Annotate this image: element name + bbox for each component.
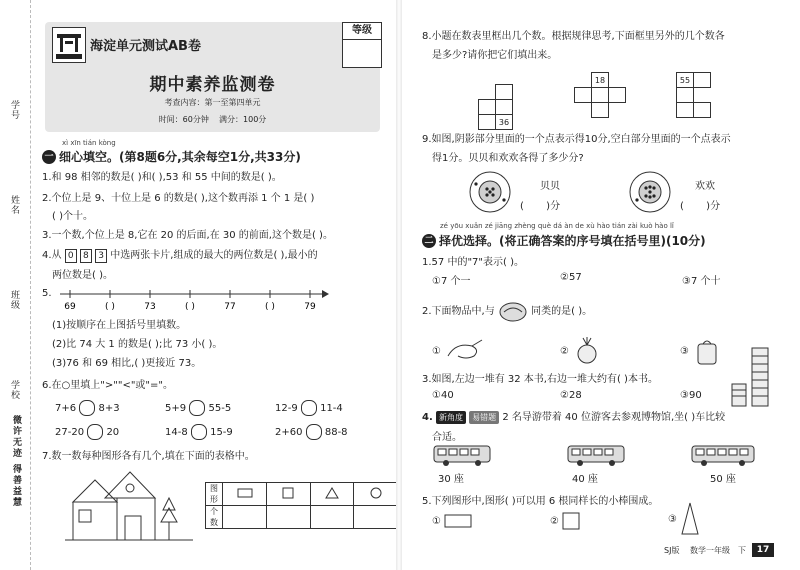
choice-1: 1.57 中的"7"表示( )。 [422,257,524,268]
school-label: 学校 [9,380,19,400]
number-grid-3 [676,72,711,118]
circle-icon [370,487,382,499]
grid1-blank [479,85,496,100]
grid3-cell[interactable] [677,103,694,118]
choice-5-opt-c[interactable] [668,502,700,536]
grid1-cell[interactable] [479,115,496,130]
choice-2-text: 2.下面物品中,与 [422,306,495,317]
section2-number: 二 [422,234,436,248]
rectangle-icon [444,514,472,528]
grid3-cell[interactable] [694,73,711,88]
book-stacks [728,346,774,408]
bus-icon [690,444,756,468]
section2-title: 择优选择。(将正确答案的序号填在括号里)(10分) [439,234,706,248]
exam-scope: 考查内容：第一至第四单元 [164,98,261,107]
question-5-sub1: (1)按顺序在上图括号里填数。 [52,320,187,331]
grid2-cell[interactable] [592,103,609,118]
time-score [45,114,380,125]
count-rect[interactable] [223,506,267,529]
target-dots-beibei [468,170,512,214]
error-prone-badge: 易错题 [469,411,499,424]
cabbage-icon [498,300,528,322]
square-icon [282,487,294,499]
number-line [60,286,330,312]
choice-4-cont: 合适。 [432,432,462,443]
grid1-cell[interactable] [496,100,513,115]
triangle-icon [325,487,339,499]
compare-3-circle[interactable] [301,400,317,416]
count-square[interactable] [267,506,311,529]
choice-1-opt-c[interactable]: ③7 个十 [682,276,721,287]
exam-title: 期中素养监测卷 [149,75,276,95]
choice-3-opt-c[interactable]: ③90 [680,390,702,401]
new-angle-badge: 新角度 [436,411,466,424]
number-line-label[interactable]: ( ) [105,302,115,312]
target-dots-huanhuan [628,170,672,214]
square-icon [562,512,582,530]
grid1-given: 36 [496,115,513,130]
brand-name: 海淀单元测试AB卷 [90,39,201,54]
compare-5 [165,424,233,440]
footer-term: 下 [738,546,746,555]
question-4-cont: 两位数是( )。 [52,270,113,281]
bus-40-label[interactable]: 40 座 [572,474,598,485]
grid2-cell[interactable] [609,88,626,103]
grid2-blank [575,73,592,88]
bus-icon [432,444,492,468]
choice-4-text: 2 名导游带着 40 位游客去参观博物馆,坐( )车比较 [502,412,726,423]
question-6: 6.在○里填上">""<"或"="。 [42,380,174,391]
question-5-label: 5. [42,288,52,299]
bus-icon [566,444,626,468]
number-line-label: 69 [64,302,76,312]
number-grid-2 [574,72,626,118]
exam-time: 时间：60分钟 [158,115,209,124]
side-slogan: 微许无迹 得善益慧 [11,415,21,509]
number-line-label: 77 [224,302,236,312]
grade-box [342,22,382,68]
grid2-blank [575,103,592,118]
shape-rect [223,483,267,506]
beibei-unit: 分 [550,201,561,212]
grid3-cell[interactable] [694,103,711,118]
question-5-sub2: (2)比 74 大 1 的数是( );比 73 小( )。 [52,339,223,350]
footer-edition: SJ版 [664,546,680,555]
choice-1-opt-b[interactable]: ②57 [560,272,582,283]
choice-5-opt-a[interactable] [432,514,472,528]
number-line-label[interactable]: ( ) [185,302,195,312]
choice-2-text-post: 同类的是( )。 [531,306,593,317]
compare-5-circle[interactable] [191,424,207,440]
logo [52,27,86,63]
compare-2-right: 55-5 [208,403,232,414]
choice-3-opt-a[interactable]: ①40 [432,390,454,401]
question-5-sub3: (3)76 和 69 相比,( )更接近 73。 [52,358,202,369]
question-1: 1.和 98 相邻的数是( )和( ),53 和 55 中间的数是( )。 [42,172,282,183]
question-9: 9.如图,阴影部分里面的一个点表示得10分,空白部分里面的一个点表示 [422,134,731,145]
compare-2 [165,400,231,416]
compare-6-right: 88-8 [324,427,348,438]
question-2-cont: ( )个十。 [52,211,93,222]
name-label: 姓名 [9,195,19,215]
exam-score: 满分：100分 [219,115,267,124]
beibei-label: 贝贝 [540,181,560,192]
section2-pinyin: zé yōu xuǎn zé jiāng zhèng què dá àn de xù hào tián zài kuò hào lǐ [440,222,674,230]
choice-5-opt-c-label: ③ [668,514,677,525]
compare-1-circle[interactable] [79,400,95,416]
digit-card-0: 0 [65,249,77,263]
grid2-cell[interactable] [592,88,609,103]
digit-card-8: 8 [80,249,92,263]
question-9-cont: 得1分。贝贝和欢欢各得了多少分? [432,153,584,164]
number-line-label: 79 [304,302,316,312]
compare-5-left: 14-8 [165,427,188,438]
grid3-blank [694,88,711,103]
section1-number: 一 [42,150,56,164]
compare-1 [55,400,120,416]
compare-6-left: 2+60 [275,427,303,438]
grid2-given: 18 [592,73,609,88]
grade-label: 等级 [343,23,381,40]
huanhuan-label: 欢欢 [695,181,715,192]
gate-icon [53,28,85,62]
choice-2-opt-b[interactable]: ② [560,336,602,366]
question-3: 3.一个数,个位上是 8,它在 20 的后面,在 30 的前面,这个数是( )。 [42,230,333,241]
question-8-cont: 是多少?请你把它们填出来。 [432,50,558,61]
choice-1-opt-a[interactable]: ①7 个一 [432,276,471,287]
choice-5-opt-a-label: ① [432,516,441,527]
count-triangle[interactable] [310,506,354,529]
number-line-label[interactable]: ( ) [265,302,275,312]
choice-2-opt-a[interactable]: ① [432,338,484,364]
backpack-icon [692,336,722,366]
triangle-icon [680,502,700,536]
page-number: 17 [752,543,774,557]
compare-5-right: 15-9 [210,427,233,438]
class-label: 班级 [9,290,19,310]
compare-3 [275,400,343,416]
compare-6-circle[interactable] [306,424,322,440]
compare-4 [55,424,119,440]
q4-post: 中选两张卡片,组成的最大的两位数是( ),最小的 [110,250,318,261]
footer-subject: 数学一年级 [690,546,730,555]
compare-4-left: 27-20 [55,427,85,438]
question-4 [42,246,318,263]
question-7: 7.数一数每种图形各有几个,填在下面的表格中。 [42,451,255,462]
grid3-given: 55 [677,73,694,88]
compare-3-right: 11-4 [320,403,343,414]
shape-count-table [205,482,398,529]
table-header-shape: 图形 [206,483,223,506]
student-id-label: 学号 [9,100,19,120]
compare-1-left: 7+6 [55,403,77,414]
shape-circle [354,483,398,506]
section1-heading [42,148,301,165]
bus-30-label[interactable]: 30 座 [438,474,464,485]
huanhuan-answer: ( )分 [680,201,721,212]
compare-1-right: 8+3 [98,403,120,414]
q4-pre: 4.从 [42,250,62,261]
huanhuan-unit: 分 [710,201,721,212]
question-8: 8.小题在数表里框出几个数。根据规律思考,下面框里另外的几个数各 [422,31,725,42]
radish-icon [572,336,602,366]
section1-title: 细心填空。(第8题6分,其余每空1分,共33分) [59,150,301,164]
left-page [0,0,398,570]
grid3-cell[interactable] [677,88,694,103]
compare-2-circle[interactable] [189,400,205,416]
shape-triangle [310,483,354,506]
rectangle-icon [237,488,253,498]
grid2-cell[interactable] [575,88,592,103]
shrimp-icon [444,338,484,364]
section2-heading [422,232,706,249]
choice-2-opt-c[interactable]: ③ [680,336,722,366]
table-header-count: 个数 [206,506,223,529]
grid1-cell[interactable] [479,100,496,115]
grid1-cell[interactable] [496,85,513,100]
compare-2-left: 5+9 [165,403,187,414]
section1-pinyin: xì xīn tián kòng [62,139,116,147]
bus-50-label[interactable]: 50 座 [710,474,736,485]
number-line-label: 73 [144,302,156,312]
choice-4: 4. 新角度 易错题 2 名导游带着 40 位游客去参观博物馆,坐( )车比较 [422,412,726,423]
house-figure [65,468,195,546]
digit-card-3: 3 [95,249,107,263]
count-circle[interactable] [354,506,398,529]
number-grid-1 [478,84,513,130]
choice-3: 3.如图,左边一堆有 32 本书,右边一堆大约有( )本书。 [422,374,658,385]
beibei-answer: ( )分 [520,201,561,212]
choice-3-opt-b[interactable]: ②28 [560,390,582,401]
page-gutter [396,0,402,570]
choice-5: 5.下列图形中,图形( )可以用 6 根同样长的小棒围成。 [422,496,659,507]
choice-5-opt-b-label: ② [550,516,559,527]
compare-4-circle[interactable] [87,424,103,440]
compare-4-right: 20 [106,427,120,438]
compare-6 [275,424,348,440]
compare-3-left: 12-9 [275,403,298,414]
choice-5-opt-b[interactable] [550,512,582,530]
question-2: 2.个位上是 9、十位上是 6 的数是( ),这个数再添 1 个 1 是( ) [42,193,315,204]
shape-square [267,483,311,506]
choice-2 [422,300,592,322]
